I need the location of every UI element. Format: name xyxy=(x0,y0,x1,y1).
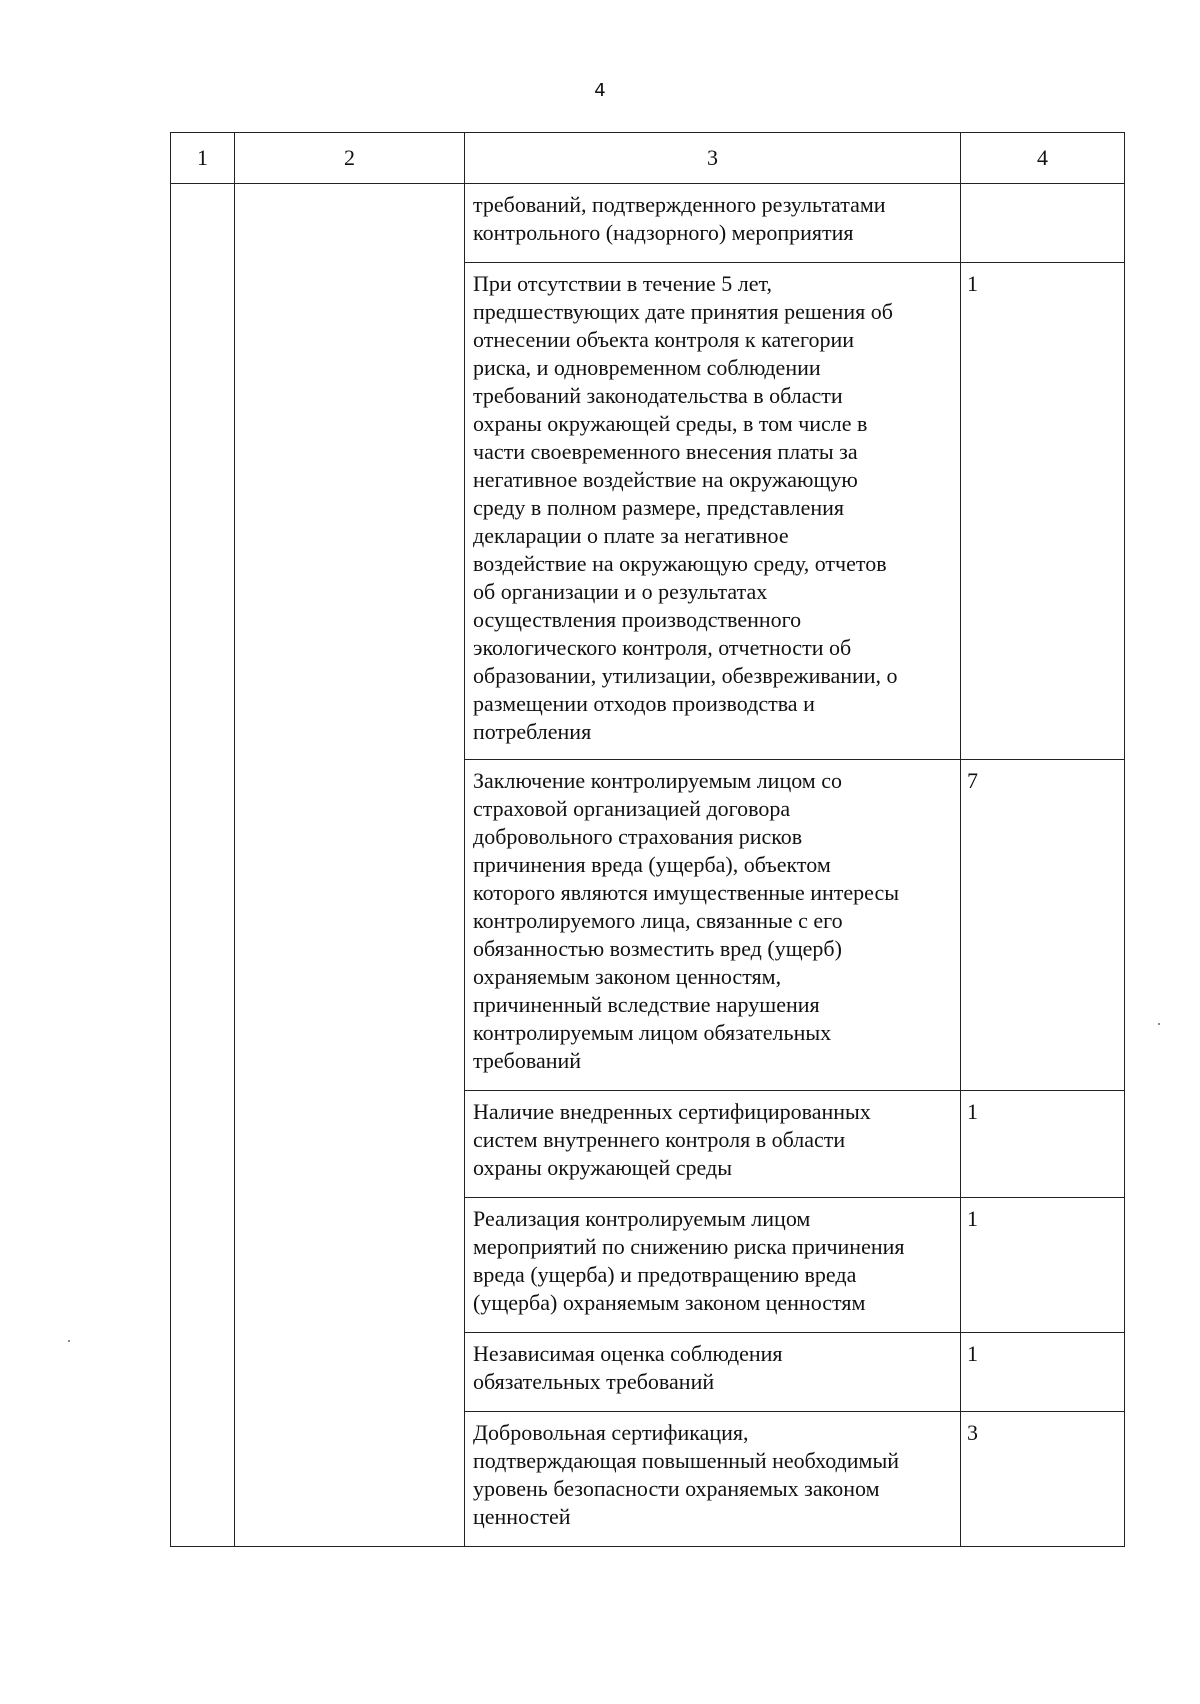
criterion-cell xyxy=(465,184,961,263)
score-cell xyxy=(961,184,1125,263)
scan-speck xyxy=(1158,1023,1160,1025)
score-cell xyxy=(961,1091,1125,1198)
score-value: 1 xyxy=(967,1341,978,1366)
criterion-text: Добровольная сертификация, подтверждающая повышенный необходимый уровень безопасности охраняемых законом ценностей xyxy=(473,1420,900,1529)
criterion-cell xyxy=(465,760,961,1091)
score-cell xyxy=(961,263,1125,760)
criterion-text: Наличие внедренных сертифицированных систем внутреннего контроля в области охраны окружающей среды xyxy=(473,1099,871,1180)
criterion-cell xyxy=(465,263,961,760)
score-value: 3 xyxy=(967,1420,978,1445)
score-cell xyxy=(961,1412,1125,1547)
header-cell-3: 3 xyxy=(465,133,961,184)
criterion-text: Независимая оценка соблюдения обязательных требований xyxy=(473,1341,783,1394)
criterion-text: Реализация контролируемым лицом мероприятий по снижению риска причинения вреда (ущерба) и предотвращению вреда (ущерба) охраняемым законом ценностям xyxy=(473,1206,905,1315)
criterion-text: Заключение контролируемым лицом со страховой организацией договора добровольного страхования рисков причинения вреда (ущерба), объектом которого являются имущественные интересы контролируемого лица, связанные с его обязанностью возместить вред (ущерб) охраняемым законом ценностям, причиненный вследствие нарушения контролируемым лицом обязательных требований xyxy=(473,768,900,1073)
header-cell-1: 1 xyxy=(171,133,235,184)
score-value: 1 xyxy=(967,1206,978,1231)
criteria-table xyxy=(170,132,1125,1547)
header-cell-4: 4 xyxy=(961,133,1125,184)
criterion-text: При отсутствии в течение 5 лет, предшествующих дате принятия решения об отнесении объекта контроля к категории риска, и одновременном соблюдении требований законодательства в области охраны окружающей среды, в том числе в части своевременного внесения платы за негативное воздействие на окружающую среду в полном размере, представления декларации о плате за негативное воздействие на окружающую среду, отчетов об организации и о результатах осуществления производственного экологического контроля, отчетности об образовании, утилизации, обезвреживании, о размещении отходов производства и потребления xyxy=(473,271,898,744)
criterion-text: требований, подтвержденного результатами контрольного (надзорного) мероприятия xyxy=(473,192,886,245)
type-column-cell xyxy=(235,184,465,1547)
score-value: 1 xyxy=(967,1099,978,1124)
criterion-cell xyxy=(465,1091,961,1198)
scan-speck xyxy=(68,1340,70,1342)
table-header-row xyxy=(171,133,1125,184)
score-cell xyxy=(961,760,1125,1091)
page-number: 4 xyxy=(594,80,606,101)
criterion-cell xyxy=(465,1198,961,1333)
number-column-cell xyxy=(171,184,235,1547)
score-value: 7 xyxy=(967,768,978,793)
score-cell xyxy=(961,1333,1125,1412)
score-cell xyxy=(961,1198,1125,1333)
criterion-cell xyxy=(465,1412,961,1547)
score-value xyxy=(961,184,1124,197)
score-value: 1 xyxy=(967,271,978,296)
criterion-cell xyxy=(465,1333,961,1412)
table-row xyxy=(171,184,1125,263)
header-cell-2: 2 xyxy=(235,133,465,184)
